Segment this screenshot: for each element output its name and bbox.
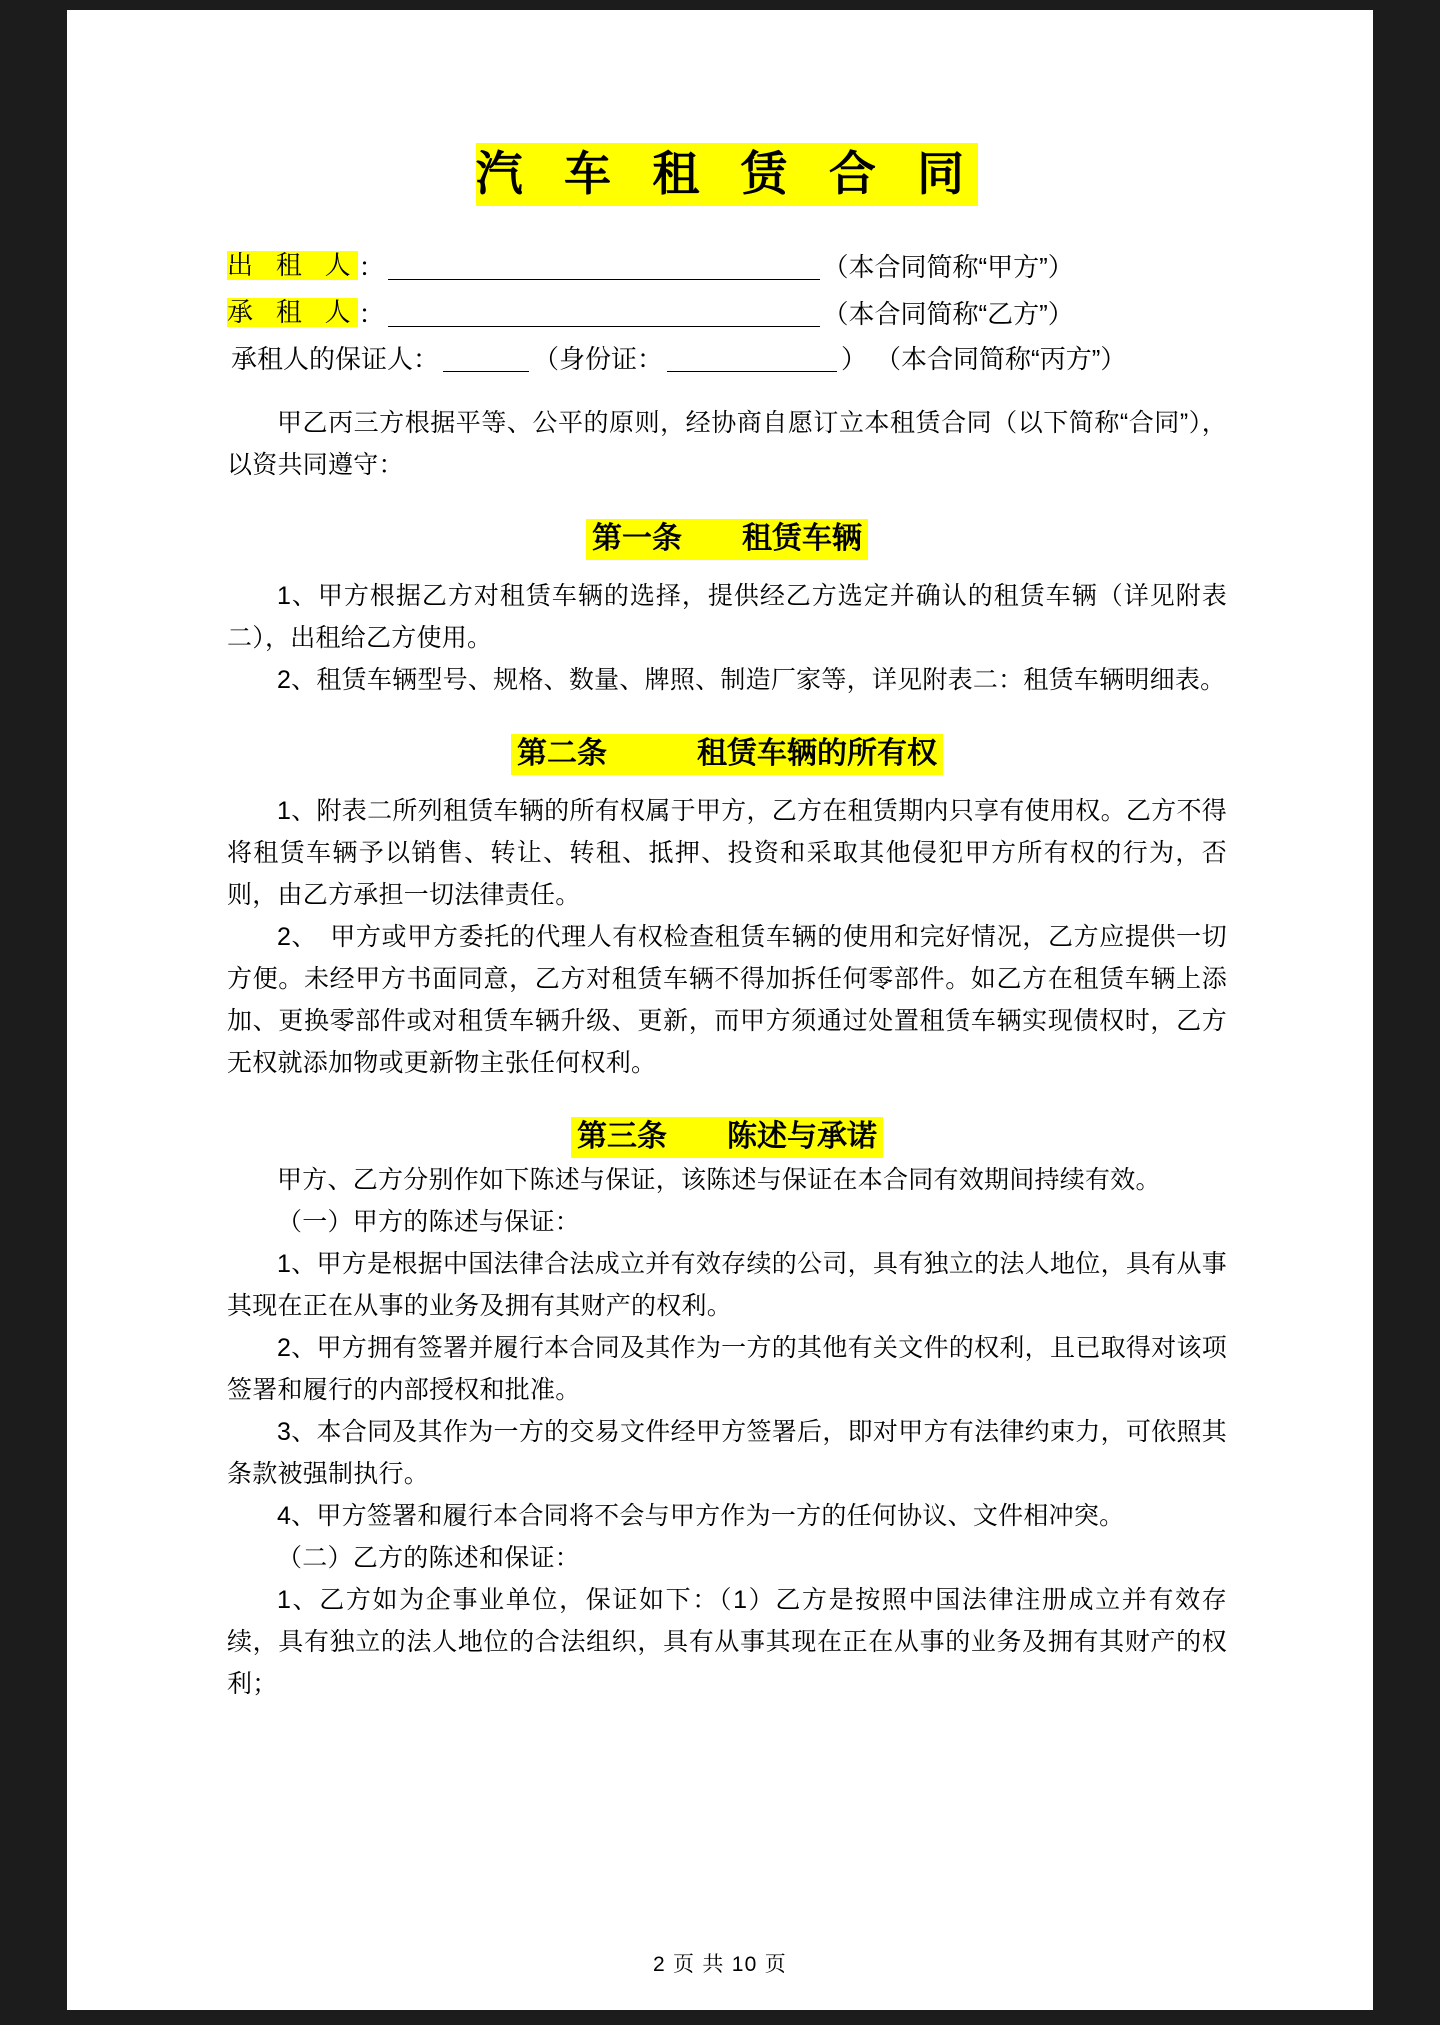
lessee-colon: ： (358, 299, 385, 330)
spacer (227, 561, 1227, 575)
section-2-paragraph-2: 2、 甲方或甲方委托的代理人有权检查租赁车辆的使用和完好情况，乙方应提供一切方便。未经甲方书面同意，乙方对租赁车辆不得加拆任何零部件。如乙方在租赁车辆上添加、更换零部件或对租赁车辆升级、更新，而甲方须通过处置租赁车辆实现债权时，乙方无权就添加物或更新物主张任何权利。 (227, 923, 1227, 1078)
lessor-alias: （本合同简称“甲方”） (822, 252, 1074, 283)
section-heading-1-text: 第一条 租赁车辆 (586, 519, 868, 560)
section-3-paragraph-6: 4、甲方签署和履行本合同将不会与甲方作为一方的任何协议、文件相冲突。 (277, 1502, 1125, 1531)
lessee-alias: （本合同简称“乙方”） (822, 299, 1074, 330)
section-3-paragraph-1: 甲方、乙方分别作如下陈述与保证，该陈述与保证在本合同有效期间持续有效。 (277, 1166, 1161, 1195)
spacer (227, 486, 1227, 516)
section-1-paragraph-1: 1、甲方根据乙方对租赁车辆的选择，提供经乙方选定并确认的租赁车辆（详见附表二），出租给乙方使用。 (227, 582, 1227, 653)
spacer (227, 701, 1227, 731)
guarantor-label: 承租人的保证人： (231, 344, 440, 375)
spacer (227, 1084, 1227, 1114)
parties-block (227, 250, 1227, 375)
page-number: 2 页 共 10 页 (653, 1953, 787, 1976)
spacer (227, 372, 1227, 402)
guarantor-id-close: ） (841, 344, 868, 375)
section-1-paragraph-2: 2、租赁车辆型号、规格、数量、牌照、制造厂家等，详见附表二：租赁车辆明细表。 (277, 666, 1226, 695)
section-2-paragraph-1: 1、附表二所列租赁车辆的所有权属于甲方，乙方在租赁期内只享有使用权。乙方不得将租赁车辆予以销售、转让、转租、抵押、投资和采取其他侵犯甲方所有权的行为，否则，由乙方承担一切法律责任。 (227, 797, 1227, 910)
lessor-blank-field[interactable] (388, 253, 820, 280)
section-heading-2-text: 第二条 租赁车辆的所有权 (511, 734, 943, 775)
section-3-paragraph-4: 2、甲方拥有签署并履行本合同及其作为一方的其他有关文件的权利，且已取得对该项签署和履行的内部授权和批准。 (227, 1334, 1227, 1405)
document-page (67, 10, 1373, 2010)
section-3-paragraph-8: 1、乙方如为企事业单位，保证如下：（1）乙方是按照中国法律注册成立并有效存续，具有独立的法人地位的合法组织，具有从事其现在正在从事的业务及拥有其财产的权利； (227, 1586, 1227, 1699)
lessor-label: 出 租 人 (227, 250, 359, 281)
section-3-paragraph-5: 3、本合同及其作为一方的交易文件经甲方签署后，即对甲方有法律约束力，可依照其条款被强制执行。 (227, 1418, 1227, 1489)
section-heading-3 (227, 1114, 1227, 1159)
section-heading-2 (227, 731, 1227, 776)
guarantor-id-blank-field[interactable] (667, 345, 837, 372)
guarantor-id-label: （身份证： (533, 344, 664, 375)
lessor-row (227, 250, 1227, 283)
lessee-row (227, 297, 1227, 330)
lessee-blank-field[interactable] (388, 300, 820, 327)
guarantor-alias: （本合同简称“丙方”） (875, 344, 1127, 375)
lessee-label: 承 租 人 (227, 297, 359, 328)
section-heading-1 (227, 516, 1227, 561)
page-footer (67, 1948, 1373, 1978)
section-3-paragraph-3: 1、甲方是根据中国法律合法成立并有效存续的公司，具有独立的法人地位，具有从事其现在正在从事的业务及拥有其财产的权利。 (227, 1250, 1227, 1321)
section-3-paragraph-2: （一）甲方的陈述与保证： (277, 1208, 581, 1237)
section-heading-3-text: 第三条 陈述与承诺 (571, 1117, 883, 1158)
page-title-text: 汽 车 租 赁 合 同 (476, 143, 978, 206)
page-title (227, 142, 1227, 205)
lessor-colon: ： (358, 252, 385, 283)
spacer (227, 776, 1227, 790)
section-3-paragraph-7: （二）乙方的陈述和保证： (277, 1544, 581, 1573)
guarantor-name-blank-field[interactable] (443, 345, 529, 372)
guarantor-row (227, 344, 1227, 375)
preamble-paragraph: 甲乙丙三方根据平等、公平的原则，经协商自愿订立本租赁合同（以下简称“合同”），以资共同遵守： (227, 409, 1227, 480)
page-content (227, 10, 1227, 1705)
